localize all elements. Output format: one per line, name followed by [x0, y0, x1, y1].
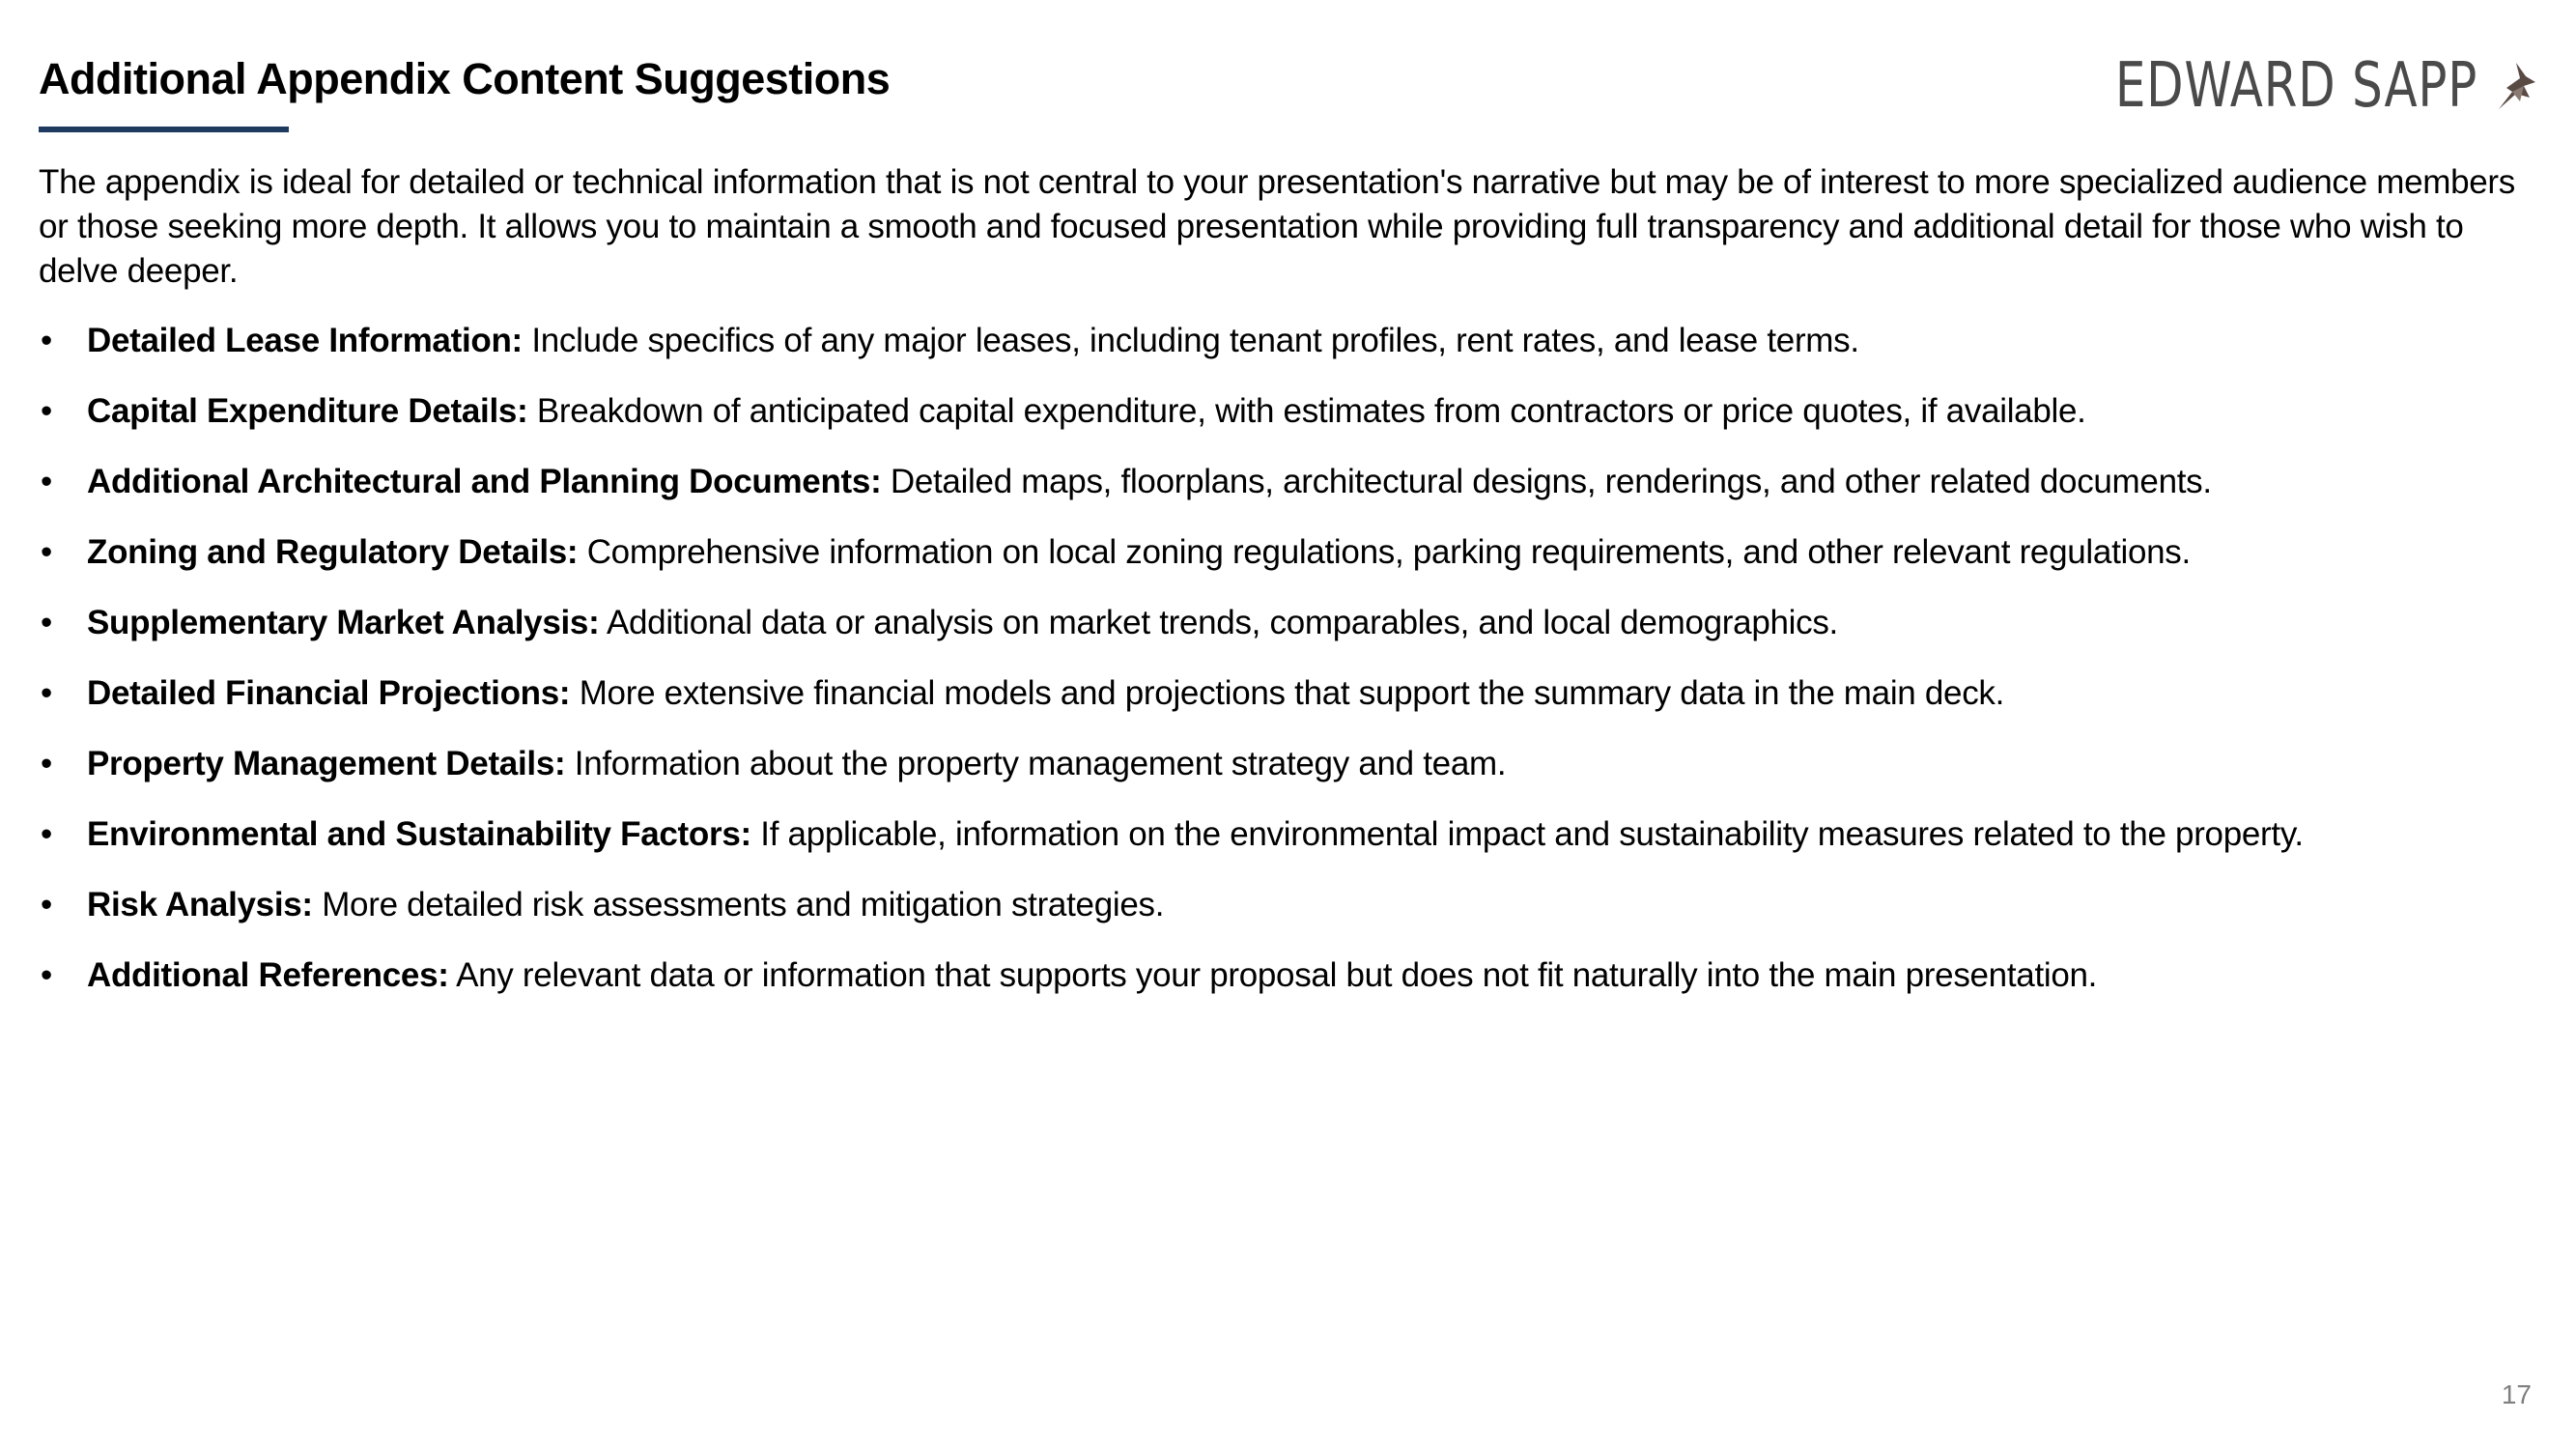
slide-title: Additional Appendix Content Suggestions — [39, 54, 891, 103]
bullet-marker: • — [41, 322, 52, 359]
list-item — [39, 460, 2531, 504]
item-text: Additional data or analysis on market trends, comparables, and local demographics. — [599, 604, 1838, 641]
page-number: 17 — [2501, 1379, 2532, 1409]
list-item — [39, 319, 2531, 363]
item-text: If applicable, information on the environmental impact and sustainability measures related to the property. — [750, 815, 2304, 853]
item-label: Detailed Lease Information: — [87, 322, 523, 359]
item-text: Detailed maps, floorplans, architectural designs, renderings, and other related documents. — [881, 463, 2212, 500]
bullet-marker: • — [41, 745, 52, 782]
bird-icon — [2491, 59, 2537, 113]
item-text: More detailed risk assessments and mitigation strategies. — [312, 886, 1165, 923]
list-item — [39, 671, 2531, 716]
item-label: Zoning and Regulatory Details: — [87, 533, 579, 571]
bullet-marker: • — [41, 886, 52, 923]
list-item — [39, 953, 2531, 998]
item-label: Property Management Details: — [87, 745, 566, 782]
intro-paragraph: The appendix is ideal for detailed or technical information that is not central to your presentation's narrative but may be of interest to more specialized audience members or those seeking more depth. It allows you to maintain a smooth and focused presentation while providing full transparency and additional detail for those who wish to delve deeper. — [39, 163, 2515, 290]
list-item — [39, 812, 2531, 857]
list-item — [39, 742, 2531, 786]
item-label: Detailed Financial Projections: — [87, 674, 571, 712]
item-text: Comprehensive information on local zoning regulations, parking requirements, and other relevant regulations. — [578, 533, 2191, 571]
title-underline — [39, 127, 289, 132]
item-label: Capital Expenditure Details: — [87, 392, 528, 430]
logo-wordmark: EDWARD SAPP — [2114, 50, 2477, 122]
list-item — [39, 883, 2531, 927]
bullet-marker: • — [41, 463, 52, 500]
item-text: Breakdown of anticipated capital expenditure, with estimates from contractors or price quotes, if available. — [527, 392, 2086, 430]
item-text: Include specifics of any major leases, including tenant profiles, rent rates, and lease terms. — [522, 322, 1859, 359]
suggestion-list — [39, 319, 2531, 1024]
item-label: Environmental and Sustainability Factors: — [87, 815, 751, 853]
bullet-marker: • — [41, 392, 52, 430]
list-item — [39, 530, 2531, 575]
item-text: Any relevant data or information that supports your proposal but does not fit naturally into the main presentation. — [448, 956, 2098, 994]
list-item — [39, 601, 2531, 645]
item-label: Additional References: — [87, 956, 449, 994]
item-text: Information about the property management strategy and team. — [565, 745, 1507, 782]
item-label: Additional Architectural and Planning Documents: — [87, 463, 882, 500]
list-item — [39, 389, 2531, 434]
brand-logo — [2013, 50, 2537, 122]
bullet-marker: • — [41, 674, 52, 712]
bullet-marker: • — [41, 604, 52, 641]
item-label: Risk Analysis: — [87, 886, 313, 923]
bullet-marker: • — [41, 956, 52, 994]
item-text: More extensive financial models and projections that support the summary data in the main deck. — [570, 674, 2005, 712]
bullet-marker: • — [41, 815, 52, 853]
item-label: Supplementary Market Analysis: — [87, 604, 600, 641]
bullet-marker: • — [41, 533, 52, 571]
